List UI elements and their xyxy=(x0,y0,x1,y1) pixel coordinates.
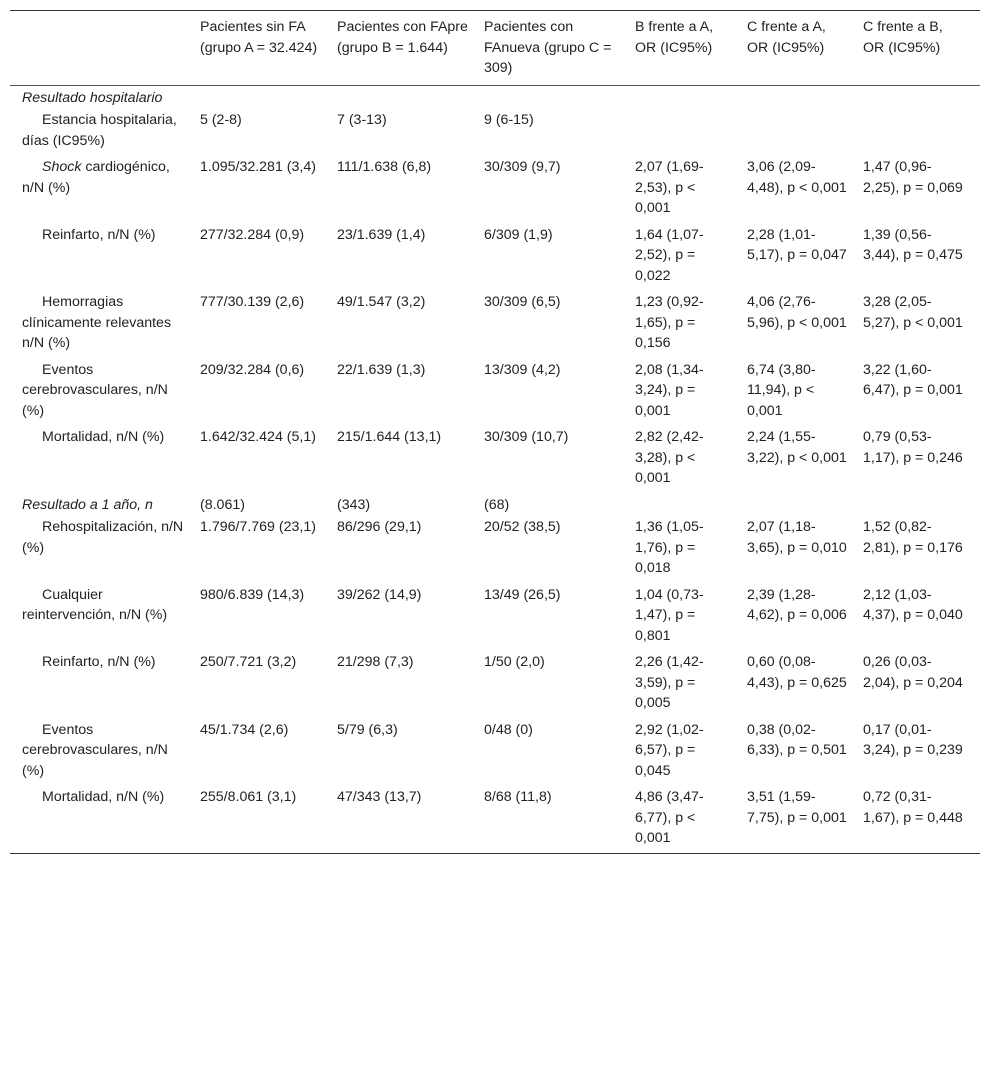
cell-group-c: 30/309 (9,7) xyxy=(484,159,561,175)
cell-group-b: 22/1.639 (1,3) xyxy=(337,361,426,378)
cell-group-b: 215/1.644 (13,1) xyxy=(337,429,442,445)
cell-group-a: 5 (2-8) xyxy=(200,112,242,128)
cell-group-c: 8/68 (11,8) xyxy=(484,789,552,805)
cell-c-vs-a xyxy=(747,108,863,155)
cell-b-vs-a: 2,07 (1,69-2,53), p < 0,001 xyxy=(635,159,704,216)
row-label: Rehospitalización, n/N (%) xyxy=(22,519,184,556)
cell-b-vs-a: 2,92 (1,02-6,57), p = 0,045 xyxy=(635,721,704,779)
cell-group-a: 980/6.839 (14,3) xyxy=(200,586,305,603)
row-label: Mortalidad, n/N (%) xyxy=(42,789,165,805)
cell-b-vs-a: 1,36 (1,05-1,76), p = 0,018 xyxy=(635,519,704,576)
cell-b-vs-a: 2,08 (1,34-3,24), p = 0,001 xyxy=(635,361,704,419)
cell-group-a: 209/32.284 (0,6) xyxy=(200,361,305,378)
cell-c-vs-b: 1,47 (0,96-2,25), p = 0,069 xyxy=(863,159,963,196)
cell-c-vs-a: 0,38 (0,02-6,33), p = 0,501 xyxy=(747,721,847,758)
cell-group-a: 1.796/7.769 (23,1) xyxy=(200,519,316,535)
section-label: Resultado hospitalario xyxy=(22,89,163,106)
row-label-rest: cardiogénico, n/N (%) xyxy=(22,159,170,196)
cell-group-a: 255/8.061 (3,1) xyxy=(200,789,297,805)
header-empty xyxy=(10,11,200,86)
cell-c-vs-b: 1,39 (0,56-3,44), p = 0,475 xyxy=(863,226,963,263)
row-label: Estancia hospitalaria, días (IC95%) xyxy=(22,112,177,149)
cell-c-vs-a: 0,60 (0,08-4,43), p = 0,625 xyxy=(747,654,847,691)
header-c-vs-a: C frente a A, OR (IC95%) xyxy=(747,19,826,56)
cell-c-vs-b: 0,72 (0,31-1,67), p = 0,448 xyxy=(863,789,963,826)
table-row xyxy=(10,425,980,493)
table-row xyxy=(10,785,980,853)
cell-c-vs-b: 3,22 (1,60-6,47), p = 0,001 xyxy=(863,361,963,398)
cell-b-vs-a: 4,86 (3,47-6,77), p < 0,001 xyxy=(635,789,704,846)
header-group-b: Pacientes con FApre (grupo B = 1.644) xyxy=(337,19,468,56)
cell-c-vs-a: 2,39 (1,28-4,62), p = 0,006 xyxy=(747,586,847,623)
table-row xyxy=(10,155,980,223)
cell-group-a: 777/30.139 (2,6) xyxy=(200,294,305,310)
section-row-hospital xyxy=(10,85,980,108)
cell-group-b: 21/298 (7,3) xyxy=(337,654,414,670)
row-label: Cualquier reintervención, n/N (%) xyxy=(22,586,168,623)
cell-c-vs-a: 4,06 (2,76-5,96), p < 0,001 xyxy=(747,294,847,331)
cell-group-c: 13/49 (26,5) xyxy=(484,586,561,603)
row-label: Reinfarto, n/N (%) xyxy=(42,226,156,243)
table-body xyxy=(10,85,980,853)
row-label-italic: Shock xyxy=(42,159,82,175)
cell-group-c: 9 (6-15) xyxy=(484,112,534,128)
cell-b-vs-a: 1,64 (1,07-2,52), p = 0,022 xyxy=(635,226,704,284)
cell-group-a: 250/7.721 (3,2) xyxy=(200,654,297,670)
cell-c-vs-a: 2,24 (1,55-3,22), p < 0,001 xyxy=(747,429,847,466)
cell-c-vs-b: 2,12 (1,03-4,37), p = 0,040 xyxy=(863,586,963,623)
cell-c-vs-a: 3,51 (1,59-7,75), p = 0,001 xyxy=(747,789,847,826)
cell-c-vs-a: 2,07 (1,18-3,65), p = 0,010 xyxy=(747,519,847,556)
table-header xyxy=(10,11,980,86)
header-group-a: Pacientes sin FA (grupo A = 32.424) xyxy=(200,19,318,56)
row-label xyxy=(10,155,200,223)
table-row xyxy=(10,290,980,358)
table-row xyxy=(10,583,980,651)
cell-group-a: 1.642/32.424 (5,1) xyxy=(200,429,316,445)
cell-b-vs-a xyxy=(635,108,747,155)
cell-group-c: 6/309 (1,9) xyxy=(484,226,553,243)
table-row xyxy=(10,650,980,718)
cell-group-c: 1/50 (2,0) xyxy=(484,654,545,670)
cell-c-vs-b: 3,28 (2,05-5,27), p < 0,001 xyxy=(863,294,963,331)
table-row xyxy=(10,223,980,291)
cell-c-vs-a: 3,06 (2,09-4,48), p < 0,001 xyxy=(747,159,847,196)
cell-group-c: 13/309 (4,2) xyxy=(484,361,561,378)
header-b-vs-a: B frente a A, OR (IC95%) xyxy=(635,19,714,56)
cell-group-b: 49/1.547 (3,2) xyxy=(337,294,426,310)
section-n-group-b: (343) xyxy=(337,496,371,513)
table-row xyxy=(10,108,980,155)
cell-b-vs-a: 1,04 (0,73-1,47), p = 0,801 xyxy=(635,586,704,644)
header-c-vs-b: C frente a B, OR (IC95%) xyxy=(863,19,943,56)
table-row xyxy=(10,718,980,786)
cell-b-vs-a: 2,26 (1,42-3,59), p = 0,005 xyxy=(635,654,704,711)
cell-group-b: 5/79 (6,3) xyxy=(337,721,398,738)
row-label: Hemorragias clínicamente relevantes n/N (%) xyxy=(22,294,172,351)
cell-group-a: 45/1.734 (2,6) xyxy=(200,721,289,738)
cell-c-vs-b xyxy=(863,108,980,155)
cell-group-a: 1.095/32.281 (3,4) xyxy=(200,159,316,175)
cell-group-a: 277/32.284 (0,9) xyxy=(200,226,305,243)
cell-b-vs-a: 1,23 (0,92-1,65), p = 0,156 xyxy=(635,294,704,351)
row-label: Eventos cerebrovasculares, n/N (%) xyxy=(22,361,168,419)
cell-c-vs-b: 0,17 (0,01-3,24), p = 0,239 xyxy=(863,721,963,758)
header-group-c: Pacientes con FAnueva (grupo C = 309) xyxy=(484,19,612,76)
cell-group-b: 86/296 (29,1) xyxy=(337,519,422,535)
cell-group-c: 0/48 (0) xyxy=(484,721,533,738)
row-label: Mortalidad, n/N (%) xyxy=(42,429,165,445)
cell-c-vs-b: 1,52 (0,82-2,81), p = 0,176 xyxy=(863,519,963,556)
section-n-group-a: (8.061) xyxy=(200,496,245,513)
cell-c-vs-b: 0,26 (0,03-2,04), p = 0,204 xyxy=(863,654,963,691)
cell-group-b: 47/343 (13,7) xyxy=(337,789,422,805)
cell-group-c: 20/52 (38,5) xyxy=(484,519,561,535)
cell-c-vs-a: 2,28 (1,01-5,17), p = 0,047 xyxy=(747,226,847,263)
row-label: Reinfarto, n/N (%) xyxy=(42,654,156,670)
table-row xyxy=(10,358,980,426)
table-container xyxy=(10,10,980,854)
cell-c-vs-a: 6,74 (3,80-11,94), p < 0,001 xyxy=(747,361,816,419)
row-label: Eventos cerebrovasculares, n/N (%) xyxy=(22,721,168,779)
cell-group-c: 30/309 (10,7) xyxy=(484,429,569,445)
cell-group-b: 111/1.638 (6,8) xyxy=(337,159,432,175)
cell-group-c: 30/309 (6,5) xyxy=(484,294,561,310)
cell-b-vs-a: 2,82 (2,42-3,28), p < 0,001 xyxy=(635,429,704,486)
cell-group-b: 23/1.639 (1,4) xyxy=(337,226,426,243)
cell-group-b: 7 (3-13) xyxy=(337,112,387,128)
section-n-group-c: (68) xyxy=(484,496,510,513)
table-row xyxy=(10,515,980,583)
cell-c-vs-b: 0,79 (0,53-1,17), p = 0,246 xyxy=(863,429,963,466)
cell-group-b: 39/262 (14,9) xyxy=(337,586,422,603)
section-row-one-year xyxy=(10,493,980,516)
results-table xyxy=(10,10,980,854)
section-label: Resultado a 1 año, n xyxy=(22,496,153,513)
